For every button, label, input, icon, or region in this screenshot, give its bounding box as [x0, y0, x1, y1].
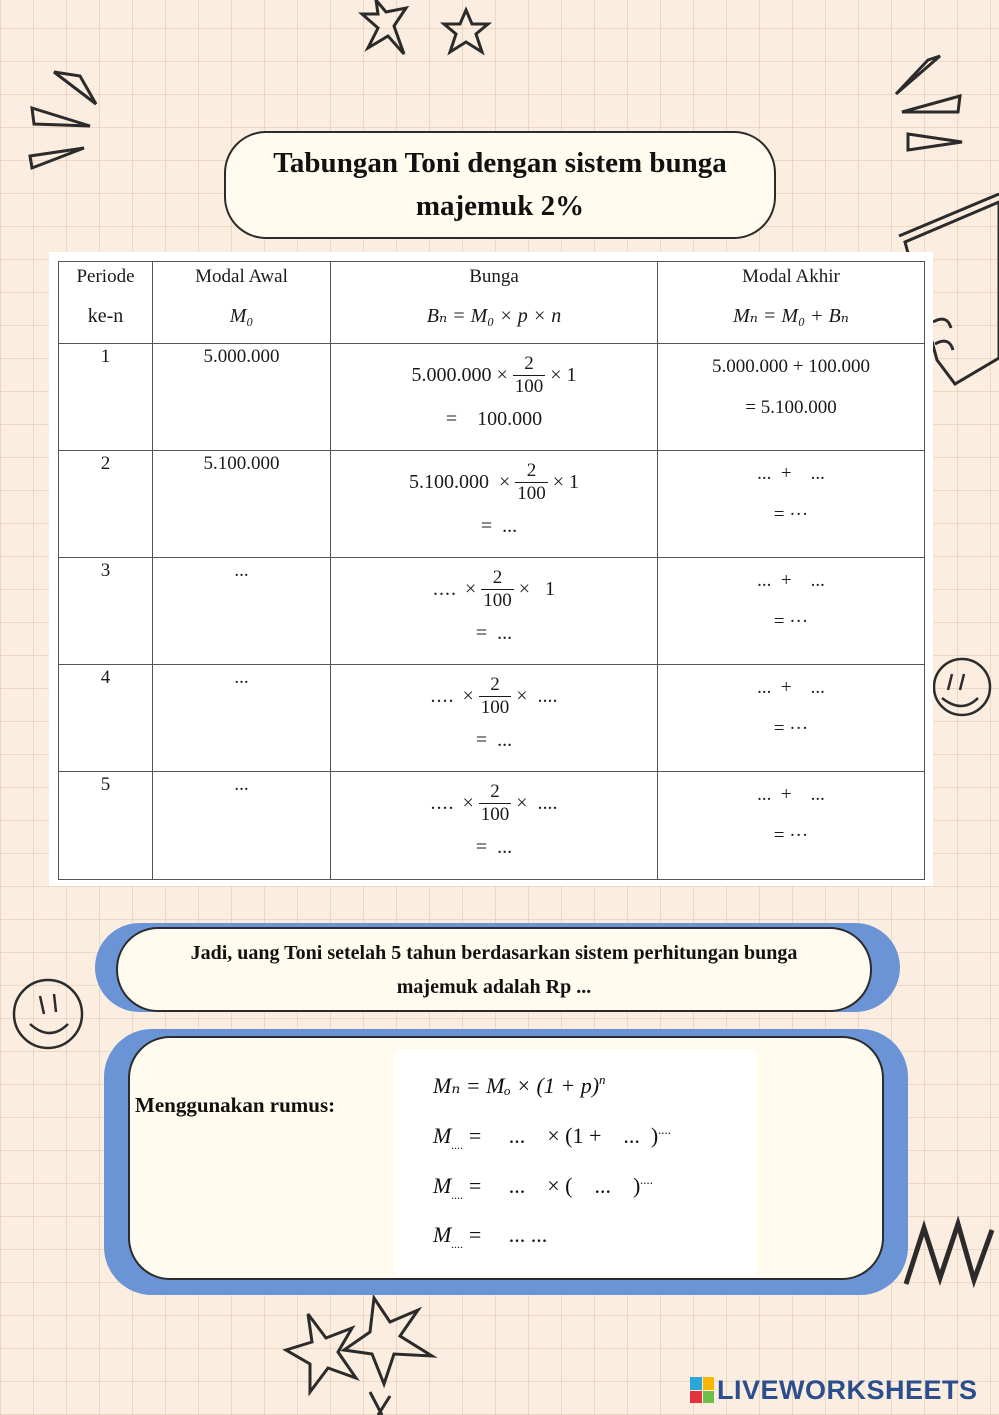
- star-doodle-icon: [358, 0, 508, 64]
- bunga-calculation: .... × $\frac{2}{100}$ × ....: [430, 673, 558, 718]
- title-box: [224, 131, 776, 239]
- bunga-cell: [331, 772, 658, 880]
- modal-akhir-cell: ... + ... = ···: [658, 665, 925, 772]
- bunga-calculation: .... × $\frac{2}{100}$ × 1: [432, 566, 556, 611]
- header-modal-awal: Modal Awal M₀: [153, 262, 331, 344]
- star-doodle-icon: [282, 1292, 462, 1415]
- liveworksheets-logo-icon: [690, 1377, 714, 1403]
- period-cell: 3: [59, 558, 153, 665]
- conclusion-text: Jadi, uang Toni setelah 5 tahun berdasarkan sistem perhitungan bunga majemuk adalah Rp ...: [190, 941, 798, 998]
- brand-name: LIVEWORKSHEETS: [717, 1374, 978, 1405]
- modal-awal-cell: ...: [153, 558, 331, 665]
- table-row: [59, 344, 925, 451]
- modal-awal-cell: 5.000.000: [153, 344, 331, 451]
- modal-akhir-cell: ... + ... = ···: [658, 558, 925, 665]
- period-cell: 5: [59, 772, 153, 880]
- fraction: $\frac{2}{100}$: [514, 352, 544, 397]
- table-header-row: [59, 262, 925, 344]
- table-row: [59, 772, 925, 880]
- header-bunga: Bunga Bₙ = M₀ × p × n: [331, 262, 658, 344]
- sparkle-lines-icon: [24, 64, 104, 174]
- table-row: [59, 665, 925, 772]
- zigzag-doodle-icon: [900, 1210, 999, 1290]
- modal-akhir-cell: ... + ... = ···: [658, 772, 925, 880]
- period-cell: 2: [59, 451, 153, 558]
- table-row: [59, 451, 925, 558]
- page-title: Tabungan Toni dengan sistem bunga majemuk 2%: [273, 147, 727, 222]
- period-cell: 1: [59, 344, 153, 451]
- bunga-calculation: .... × $\frac{2}{100}$ × ....: [430, 780, 558, 825]
- bunga-result: = 100.000: [445, 408, 543, 430]
- bunga-cell: [331, 344, 658, 451]
- smiley-face-icon: [10, 974, 90, 1054]
- period-cell: 4: [59, 665, 153, 772]
- table-row: [59, 558, 925, 665]
- formula-panel: [395, 1050, 757, 1276]
- header-periode: Periode ke-n: [59, 262, 153, 344]
- brand-logo[interactable]: [690, 1372, 978, 1408]
- bunga-cell: [331, 665, 658, 772]
- fraction: $\frac{2}{100}$: [480, 780, 510, 825]
- header-modal-akhir: Modal Akhir Mₙ = M₀ + Bₙ: [658, 262, 925, 344]
- bunga-result: = ...: [475, 729, 513, 751]
- interest-table: [58, 261, 925, 880]
- modal-awal-cell: ...: [153, 665, 331, 772]
- modal-akhir-cell: ... + ... = ···: [658, 451, 925, 558]
- sparkle-lines-icon: [888, 50, 968, 160]
- smiley-face-icon: [928, 650, 992, 724]
- modal-akhir-cell: 5.000.000 + 100.000 = 5.100.000: [658, 344, 925, 451]
- bunga-result: = ...: [475, 836, 513, 858]
- formula-line: $M_{....}$ = ... ...: [433, 1222, 548, 1251]
- modal-awal-cell: 5.100.000: [153, 451, 331, 558]
- conclusion-box: [116, 927, 872, 1012]
- bunga-result: = ...: [475, 622, 513, 644]
- formula-line: $M_n = M_o \times (1 + p)^n$: [433, 1072, 606, 1098]
- fraction: $\frac{2}{100}$: [483, 566, 512, 611]
- interest-table-container: [49, 252, 933, 886]
- bunga-calculation: 5.000.000 × $\frac{2}{100}$ × 1: [411, 352, 577, 397]
- bunga-cell: [331, 558, 658, 665]
- modal-awal-cell: ...: [153, 772, 331, 880]
- formula-line: $M_{....}$ = ... × ( ... )....: [433, 1172, 654, 1202]
- fraction: $\frac{2}{100}$: [480, 673, 510, 718]
- bunga-calculation: 5.100.000 × $\frac{2}{100}$ × 1: [408, 459, 580, 504]
- bunga-cell: [331, 451, 658, 558]
- bunga-result: = ...: [480, 515, 518, 537]
- fraction: $\frac{2}{100}$: [517, 459, 546, 504]
- formula-label: Menggunakan rumus:: [135, 1093, 336, 1117]
- formula-line: $M_{....}$ = ... × (1 + ... )....: [433, 1122, 672, 1152]
